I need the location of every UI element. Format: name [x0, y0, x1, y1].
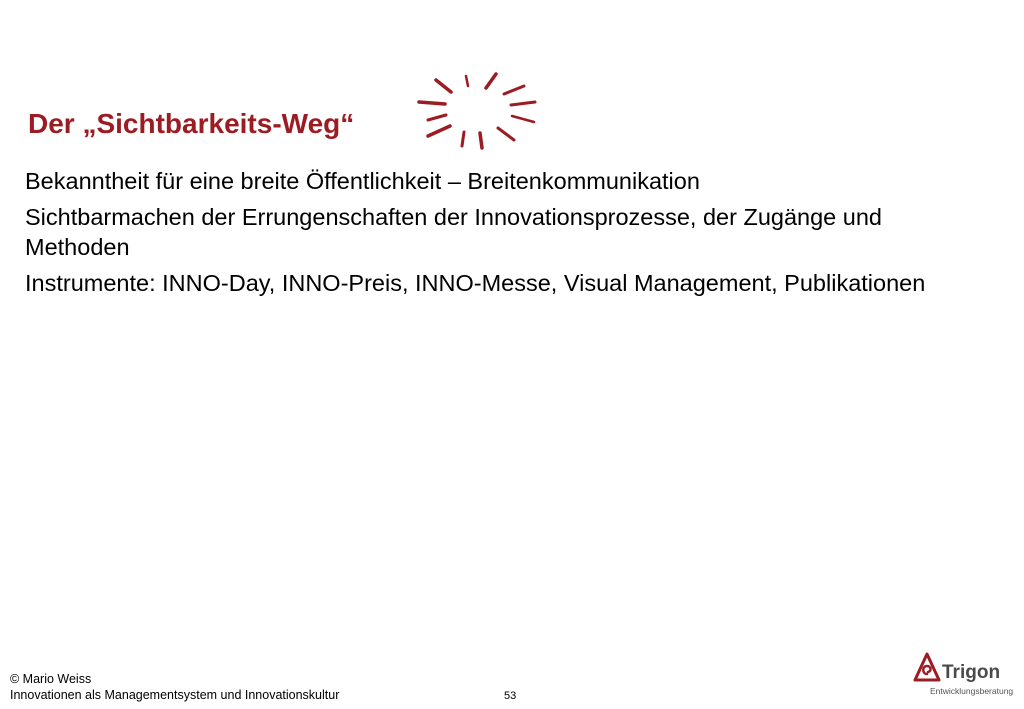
logo-name: Trigon	[942, 662, 1001, 683]
slide-title: Der „Sichtbarkeits-Weg“	[28, 108, 355, 139]
footer-text: Innovationen als Managementsystem und Innovationskultur	[10, 688, 340, 702]
trigon-logo	[912, 650, 1012, 700]
bullet-list	[25, 166, 965, 304]
bullet-item: Sichtbarmachen der Errungenschaften der Innovationsprozesse, der Zugänge und Methoden	[25, 204, 882, 260]
sunburst-icon	[414, 70, 542, 154]
logo-subtitle: Entwicklungsberatung	[930, 686, 1014, 696]
copyright-text: © Mario Weiss	[10, 672, 92, 686]
trigon-logo-icon	[912, 650, 942, 684]
bullet-item: Instrumente: INNO-Day, INNO-Preis, INNO-Messe, Visual Management, Publikationen	[25, 270, 926, 296]
bullet-item: Bekanntheit für eine breite Öffentlichkeit – Breitenkommunikation	[25, 168, 700, 194]
page-number: 53	[504, 690, 517, 702]
